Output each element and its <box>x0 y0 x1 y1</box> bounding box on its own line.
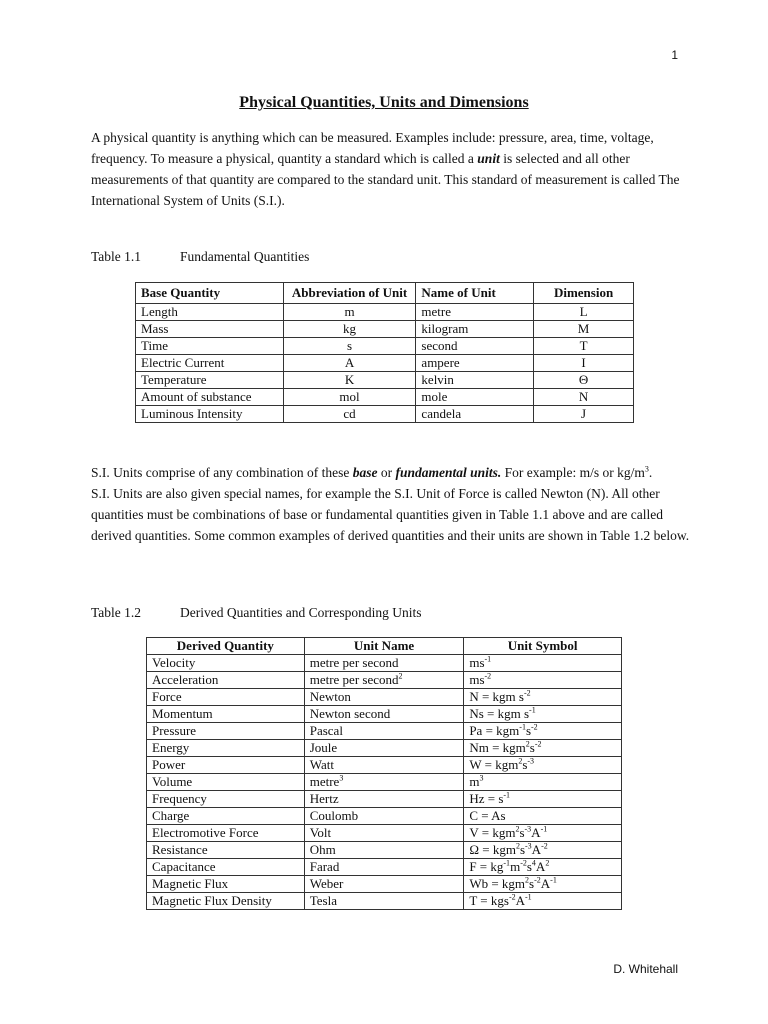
table1-header-3: Dimension <box>534 283 634 304</box>
para2-or: or <box>377 465 396 480</box>
table-row <box>147 757 622 774</box>
table1-cell: Mass <box>136 321 284 338</box>
table2-cell: Ohm <box>304 842 464 859</box>
table-row <box>147 655 622 672</box>
table2-description: Derived Quantities and Corresponding Units <box>180 605 422 620</box>
table-row <box>147 774 622 791</box>
table-row <box>147 808 622 825</box>
table2-cell: Power <box>147 757 305 774</box>
table2-cell: Weber <box>304 876 464 893</box>
table-row <box>136 304 634 321</box>
table2-cell: metre per second$^2$ <box>304 672 464 689</box>
intro-text-2: is selected and all other measurements of that quantity are compared to the standard unit. This standard of measurement is called The International System of Units (S.I.). <box>91 151 680 208</box>
para2-fundamental-word: fundamental units. <box>395 465 502 480</box>
table2-cell: Magnetic Flux Density <box>147 893 305 910</box>
table2-cell: $F = kg^{-1}m^{-2}s^4A^2$ <box>464 859 622 876</box>
table1-cell: metre <box>416 304 534 321</box>
table2-caption <box>91 605 422 621</box>
table-row <box>147 706 622 723</box>
table2-cell: $ms^{-2}$ <box>464 672 622 689</box>
table2-label: Table 1.2 <box>91 605 142 620</box>
fundamental-quantities-table <box>135 282 634 423</box>
derived-units-paragraph <box>91 462 691 546</box>
table1-cell: second <box>416 338 534 355</box>
table2-cell: Watt <box>304 757 464 774</box>
table1-cell: L <box>534 304 634 321</box>
table2-cell: $ms^{-1}$ <box>464 655 622 672</box>
table2-cell: Momentum <box>147 706 305 723</box>
table2-cell: C = As <box>464 808 622 825</box>
table2-cell: $Wb = kgm^2s^{-2}A^{-1}$ <box>464 876 622 893</box>
table-row <box>147 859 622 876</box>
table2-cell: Volume <box>147 774 305 791</box>
table1-caption <box>91 249 310 265</box>
table2-cell: Ns = kgm $s^{-1}$ <box>464 706 622 723</box>
table1-cell: M <box>534 321 634 338</box>
table2-cell: $Pa = kgm^{-1}s^{-2}$ <box>464 723 622 740</box>
table2-cell: Velocity <box>147 655 305 672</box>
table2-cell: Charge <box>147 808 305 825</box>
intro-text-1: A physical quantity is anything which can be measured. Examples include: pressure, area, time, voltage, frequency. To measure a physical, quantity a standard which is called a <box>91 130 654 166</box>
table-row <box>136 355 634 372</box>
author-footer: D. Whitehall <box>613 962 678 976</box>
table2-cell: $W = kgm^2s^{-3}$ <box>464 757 622 774</box>
table1-cell: Time <box>136 338 284 355</box>
table2-cell: $\Omega = kgm^2s^{-3}A^{-2}$ <box>464 842 622 859</box>
table1-cell: kg <box>283 321 416 338</box>
table1-cell: Electric Current <box>136 355 284 372</box>
table-row <box>136 338 634 355</box>
intro-paragraph <box>91 127 681 211</box>
table-row <box>147 723 622 740</box>
page-title: Physical Quantities, Units and Dimensions <box>239 94 529 111</box>
table1-cell: A <box>283 355 416 372</box>
table1-header-0: Base Quantity <box>136 283 284 304</box>
table1-cell: J <box>534 406 634 423</box>
table1-cell: candela <box>416 406 534 423</box>
table1-cell: cd <box>283 406 416 423</box>
table-row <box>147 672 622 689</box>
page-number: 1 <box>671 48 678 62</box>
para2-text-1: S.I. Units comprise of any combination of these <box>91 465 353 480</box>
table1-cell: N <box>534 389 634 406</box>
table2-cell: Force <box>147 689 305 706</box>
table1-cell: Amount of substance <box>136 389 284 406</box>
table-row <box>136 372 634 389</box>
table1-cell: mole <box>416 389 534 406</box>
table1-cell: T <box>534 338 634 355</box>
table1-cell: Θ <box>534 372 634 389</box>
table1-cell: ampere <box>416 355 534 372</box>
table2-cell: Newton second <box>304 706 464 723</box>
intro-unit-word: unit <box>477 151 500 166</box>
table1-cell: Temperature <box>136 372 284 389</box>
table2-cell: Electromotive Force <box>147 825 305 842</box>
table2-cell: Newton <box>304 689 464 706</box>
table2-cell: metre$^3$ <box>304 774 464 791</box>
table2-cell: Coulomb <box>304 808 464 825</box>
table2-cell: Volt <box>304 825 464 842</box>
table2-cell: Capacitance <box>147 859 305 876</box>
table2-cell: Frequency <box>147 791 305 808</box>
table2-cell: Farad <box>304 859 464 876</box>
table-row <box>147 893 622 910</box>
para2-superscript: 3 <box>644 464 649 474</box>
table1-cell: I <box>534 355 634 372</box>
table1-header-2: Name of Unit <box>416 283 534 304</box>
table2-cell: Energy <box>147 740 305 757</box>
table2-cell: Hertz <box>304 791 464 808</box>
table2-header-2: Unit Symbol <box>464 638 622 655</box>
table-row <box>147 825 622 842</box>
table2-cell: $T = kgs^{-2}A^{-1}$ <box>464 893 622 910</box>
table2-cell: $V = kgm^2s^{-3}A^{-1}$ <box>464 825 622 842</box>
table2-cell: Magnetic Flux <box>147 876 305 893</box>
para2-text-rest: S.I. Units are also given special names, for example the S.I. Unit of Force is called Newton (N). All other quantities must be combinations of base or fundamental quantities given in Table 1.1 above and are called derived quantities. Some common examples of derived quantities and their units are shown in Table 1.2 below. <box>91 486 690 543</box>
table2-cell: Resistance <box>147 842 305 859</box>
table2-cell: $m^3$ <box>464 774 622 791</box>
table1-cell: Luminous Intensity <box>136 406 284 423</box>
para2-text-3: . <box>648 465 653 480</box>
table2-cell: Joule <box>304 740 464 757</box>
table2-cell: $Nm = kgm^2s^{-2}$ <box>464 740 622 757</box>
table-row <box>147 791 622 808</box>
para2-text-2: For example: m/s or kg/m <box>501 465 645 480</box>
table1-description: Fundamental Quantities <box>180 249 310 264</box>
table2-cell: Tesla <box>304 893 464 910</box>
table1-header-1: Abbreviation of Unit <box>283 283 416 304</box>
table-row <box>136 406 634 423</box>
table-row <box>147 740 622 757</box>
table1-cell: K <box>283 372 416 389</box>
table2-header-1: Unit Name <box>304 638 464 655</box>
table2-cell: metre per second <box>304 655 464 672</box>
table1-cell: m <box>283 304 416 321</box>
table2-cell: Acceleration <box>147 672 305 689</box>
table1-cell: kelvin <box>416 372 534 389</box>
table-row <box>147 689 622 706</box>
table1-cell: mol <box>283 389 416 406</box>
table-row <box>147 842 622 859</box>
table2-header-0: Derived Quantity <box>147 638 305 655</box>
table2-cell: Pascal <box>304 723 464 740</box>
table2-cell: $Hz = s^{-1}$ <box>464 791 622 808</box>
table1-cell: s <box>283 338 416 355</box>
table-row <box>136 389 634 406</box>
table1-cell: Length <box>136 304 284 321</box>
table-row <box>136 321 634 338</box>
table2-cell: Pressure <box>147 723 305 740</box>
table-row <box>147 876 622 893</box>
table2-cell: N = kgm $s^{-2}$ <box>464 689 622 706</box>
table1-label: Table 1.1 <box>91 249 142 264</box>
derived-quantities-table <box>146 637 622 910</box>
para2-base-word: base <box>352 465 378 480</box>
table1-cell: kilogram <box>416 321 534 338</box>
